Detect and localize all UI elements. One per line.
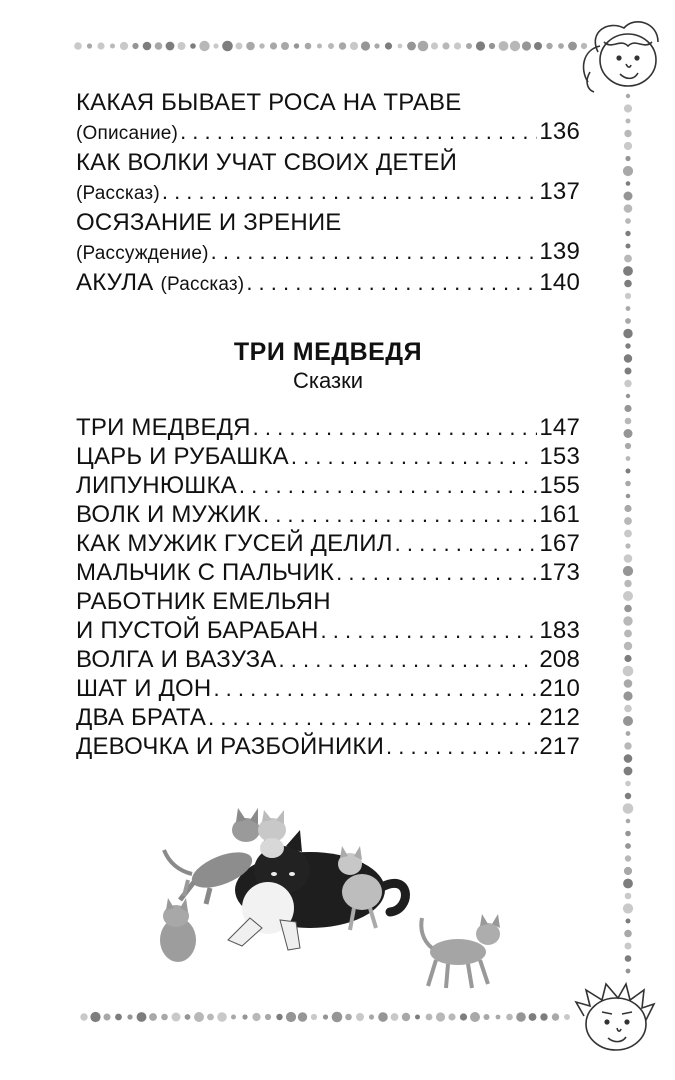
toc-entry [76, 558, 580, 587]
toc-entry [76, 442, 580, 471]
border-dot [529, 1013, 537, 1021]
toc-entry [76, 529, 580, 558]
border-dot [581, 43, 587, 49]
toc-entry [76, 413, 580, 442]
dot-leader [180, 117, 537, 146]
toc-entry-title: ШАТ И ДОН [76, 675, 212, 702]
border-dot [470, 1012, 480, 1022]
border-dot [624, 742, 631, 749]
border-dot [127, 1014, 132, 1019]
border-dot [143, 42, 152, 51]
border-dot [624, 505, 631, 512]
border-dot [252, 1013, 260, 1021]
border-dot [623, 166, 633, 176]
dot-leader [239, 471, 537, 500]
dot-leader [208, 703, 537, 732]
toc-entry-page: 155 [539, 472, 580, 499]
toc-entry-title: ВОЛГА И ВАЗУЗА [76, 646, 277, 673]
border-dot [626, 819, 631, 824]
border-dot [222, 41, 233, 52]
border-dot [624, 630, 632, 638]
border-dot [385, 42, 392, 49]
toc-entry-title: ЦАРЬ И РУБАШКА [76, 443, 289, 470]
dot-leader [253, 413, 538, 442]
toc-entry-page: 210 [539, 675, 580, 702]
cats-illustration [150, 800, 510, 1000]
border-dot [328, 43, 334, 49]
border-dot [625, 218, 631, 224]
border-dot [185, 1014, 191, 1020]
border-dot [350, 42, 358, 50]
border-dot [624, 705, 632, 713]
border-dot [87, 43, 92, 48]
border-dot [623, 903, 633, 913]
border-dot [339, 42, 346, 49]
toc-entry-title: РАБОТНИК ЕМЕЛЬЯН [76, 588, 331, 615]
border-dot [402, 1013, 410, 1021]
section-title: ТРИ МЕДВЕДЯ [233, 338, 423, 366]
border-dot [426, 1014, 433, 1021]
border-dot [625, 843, 631, 849]
toc-entry-genre: (Описание) [76, 123, 179, 144]
border-dot [624, 754, 633, 763]
border-dot [166, 42, 175, 51]
border-dot [161, 1014, 168, 1021]
border-dot [356, 1013, 364, 1021]
toc-entry [76, 208, 580, 268]
dot-leader [279, 645, 538, 674]
border-dot [626, 469, 631, 474]
border-dot [552, 1013, 559, 1020]
border-dot [624, 354, 632, 362]
border-dot [436, 1012, 445, 1021]
border-dot [625, 893, 632, 900]
border-dot [624, 255, 632, 263]
toc-entry-title: АКУЛА [76, 269, 154, 296]
border-dot [624, 580, 631, 587]
border-dot [460, 1013, 467, 1020]
border-dot [484, 1014, 490, 1020]
border-dot [454, 42, 461, 49]
border-dot [378, 1012, 388, 1022]
border-dot [323, 1014, 328, 1019]
toc-entry-title: КАК МУЖИК ГУСЕЙ ДЕЛИЛ [76, 530, 393, 557]
border-dot [120, 42, 128, 50]
toc-entry-title: ТРИ МЕДВЕДЯ [76, 414, 251, 441]
border-dot [97, 42, 104, 49]
border-dot [317, 44, 322, 49]
border-dot [311, 1014, 317, 1020]
border-dot [286, 1012, 296, 1022]
border-dot [625, 231, 630, 236]
toc-entry-title: КАКАЯ БЫВАЕТ РОСА НА ТРАВЕ [76, 89, 462, 116]
border-dot [625, 368, 632, 375]
toc-entry-page: 217 [539, 733, 580, 760]
border-dot [506, 1014, 513, 1021]
border-dot [137, 1012, 147, 1022]
toc-entry-title: КАК ВОЛКИ УЧАТ СВОИХ ДЕТЕЙ [76, 149, 458, 176]
toc-entry [76, 88, 580, 148]
border-dot [623, 803, 634, 814]
border-dot [623, 691, 632, 700]
toc-entry-page: 139 [539, 238, 580, 265]
border-dot [305, 43, 312, 50]
border-dot [496, 1015, 501, 1020]
toc-list-part-2 [76, 413, 580, 761]
border-dot [624, 655, 631, 662]
girl-face-icon [584, 22, 658, 92]
toc-entry [76, 471, 580, 500]
border-dot [624, 142, 632, 150]
border-dot [624, 867, 632, 875]
border-dot [374, 43, 379, 48]
border-dot [418, 41, 429, 52]
border-dot [564, 1014, 570, 1020]
border-dot [190, 43, 196, 49]
border-dot [213, 43, 218, 48]
border-dot [155, 42, 163, 50]
border-dot [625, 831, 631, 837]
border-dot [369, 1014, 374, 1019]
dot-leader [291, 442, 537, 471]
border-dot [626, 306, 631, 311]
border-dot [80, 1013, 87, 1020]
border-dot [90, 1012, 100, 1022]
border-dot [624, 429, 633, 438]
border-dot [625, 781, 631, 787]
border-dot [132, 43, 138, 49]
top-dot-row [74, 41, 587, 52]
border-dot [489, 43, 495, 49]
toc-entry-page: 153 [539, 443, 580, 470]
toc-entry-title: ВОЛК И МУЖИК [76, 501, 261, 528]
toc-entry-page: 137 [539, 178, 580, 205]
toc-entry [76, 674, 580, 703]
border-dot [217, 1012, 227, 1022]
border-dot [568, 42, 577, 51]
toc-entry [76, 587, 580, 645]
border-dot [624, 530, 632, 538]
right-dot-column [623, 94, 634, 974]
border-dot [110, 44, 115, 49]
border-dot [231, 1015, 236, 1020]
border-dot [624, 104, 632, 112]
border-dot [270, 42, 277, 49]
border-dot [626, 94, 630, 98]
border-dot [623, 879, 633, 889]
border-dot [626, 969, 631, 974]
toc-entry [76, 732, 580, 761]
border-dot [625, 943, 632, 950]
border-dot [259, 43, 264, 48]
border-dot [476, 41, 485, 50]
toc-entry-genre: (Рассказ) [160, 274, 245, 295]
border-dot [516, 1012, 526, 1022]
border-dot [558, 43, 564, 49]
toc-entry-page: 183 [539, 617, 580, 644]
toc-entry-page: 212 [539, 704, 580, 731]
border-dot [236, 43, 243, 50]
border-dot [199, 41, 209, 51]
border-dot [625, 481, 631, 487]
border-dot [623, 266, 633, 276]
border-dot [624, 679, 633, 688]
border-dot [398, 44, 403, 49]
dot-leader [321, 616, 538, 645]
toc-entry-title: ОСЯЗАНИЕ И ЗРЕНИЕ [76, 209, 342, 236]
border-dot [623, 591, 633, 601]
toc-entry-genre: (Рассуждение) [76, 243, 209, 264]
toc-entry-title: ЛИПУНЮШКА [76, 472, 237, 499]
boy-face-icon [576, 984, 654, 1050]
border-dot [345, 1014, 352, 1021]
border-dot [624, 554, 633, 563]
toc-entry-genre: (Рассказ) [76, 183, 160, 204]
toc-entry-page: 167 [539, 530, 580, 557]
border-dot [623, 616, 632, 625]
border-dot [624, 605, 632, 613]
border-dot [625, 443, 631, 449]
border-dot [625, 793, 631, 799]
border-dot [466, 43, 472, 49]
border-dot [626, 244, 631, 249]
dot-leader [336, 558, 537, 587]
toc-entry [76, 148, 580, 208]
border-dot [625, 855, 631, 861]
border-dot [624, 405, 631, 412]
border-dot [242, 1014, 247, 1019]
border-dot [623, 566, 633, 576]
border-dot [448, 1013, 455, 1020]
border-dot [265, 1014, 271, 1020]
toc-entry [76, 268, 580, 299]
section-heading [76, 337, 580, 394]
toc-entry [76, 703, 580, 732]
toc-entry-page: 208 [539, 646, 580, 673]
border-dot [294, 43, 299, 48]
border-dot [625, 293, 631, 299]
dot-leader [162, 177, 537, 206]
border-dot [623, 716, 633, 726]
border-dot [625, 543, 630, 548]
toc-entry-page: 173 [539, 559, 580, 586]
border-dot [624, 380, 631, 387]
border-dot [624, 642, 632, 650]
border-dot [626, 394, 630, 398]
border-dot [625, 156, 630, 161]
border-dot [546, 43, 552, 49]
dot-leader [211, 237, 538, 266]
border-dot [534, 42, 542, 50]
border-dot [625, 955, 632, 962]
border-dot [624, 930, 632, 938]
border-dot [624, 767, 633, 776]
toc-entry-title: МАЛЬЧИК С ПАЛЬЧИК [76, 559, 335, 586]
toc-entry-page: 161 [539, 501, 580, 528]
border-dot [625, 343, 630, 348]
border-dot [626, 456, 631, 461]
toc-entry-title: ДВА БРАТА [76, 704, 207, 731]
border-dot [625, 418, 632, 425]
toc-entry-page: 140 [539, 269, 580, 296]
border-dot [332, 1012, 343, 1023]
section-subtitle: Сказки [293, 368, 363, 393]
border-dot [149, 1013, 157, 1021]
border-dot [626, 181, 631, 186]
toc-entry-page: 147 [539, 414, 580, 441]
border-dot [540, 1013, 547, 1020]
border-dot [626, 731, 631, 736]
border-dot [431, 42, 438, 49]
border-dot [74, 42, 82, 50]
dot-leader [213, 674, 537, 703]
border-dot [115, 1014, 122, 1021]
border-dot [276, 1014, 282, 1020]
border-dot [207, 1014, 214, 1021]
border-dot [104, 1014, 111, 1021]
border-dot [442, 42, 449, 49]
toc-entry-title: И ПУСТОЙ БАРАБАН [76, 617, 319, 644]
border-dot [623, 666, 634, 677]
border-dot [407, 42, 416, 51]
border-dot [194, 1012, 204, 1022]
kitten [421, 914, 500, 988]
border-dot [626, 919, 631, 924]
border-dot [624, 280, 632, 288]
toc-list-part-1 [76, 88, 580, 299]
border-dot [499, 41, 509, 51]
border-dot [624, 130, 631, 137]
bottom-dot-row [80, 1012, 570, 1023]
border-dot [246, 42, 255, 51]
border-dot [624, 192, 633, 201]
dot-leader [263, 500, 537, 529]
border-dot [624, 204, 633, 213]
toc-entry [76, 500, 580, 529]
border-dot [510, 41, 520, 51]
border-dot [415, 1015, 420, 1020]
kitten [160, 880, 196, 962]
border-dot [361, 41, 370, 50]
border-dot [522, 41, 531, 50]
kitten [258, 810, 286, 858]
toc-entry-title: ДЕВОЧКА И РАЗБОЙНИКИ [76, 733, 385, 760]
border-dot [624, 517, 632, 525]
border-dot [626, 119, 631, 124]
dot-leader [246, 268, 537, 297]
toc-entry [76, 645, 580, 674]
dot-leader [395, 529, 538, 558]
border-dot [172, 1013, 181, 1022]
border-dot [298, 1012, 307, 1021]
border-dot [178, 42, 186, 50]
border-dot [626, 494, 631, 499]
border-dot [281, 42, 289, 50]
toc-entry-page: 136 [539, 118, 580, 145]
dot-leader [386, 732, 537, 761]
border-dot [391, 1013, 399, 1021]
border-dot [625, 318, 631, 324]
border-dot [623, 329, 632, 338]
